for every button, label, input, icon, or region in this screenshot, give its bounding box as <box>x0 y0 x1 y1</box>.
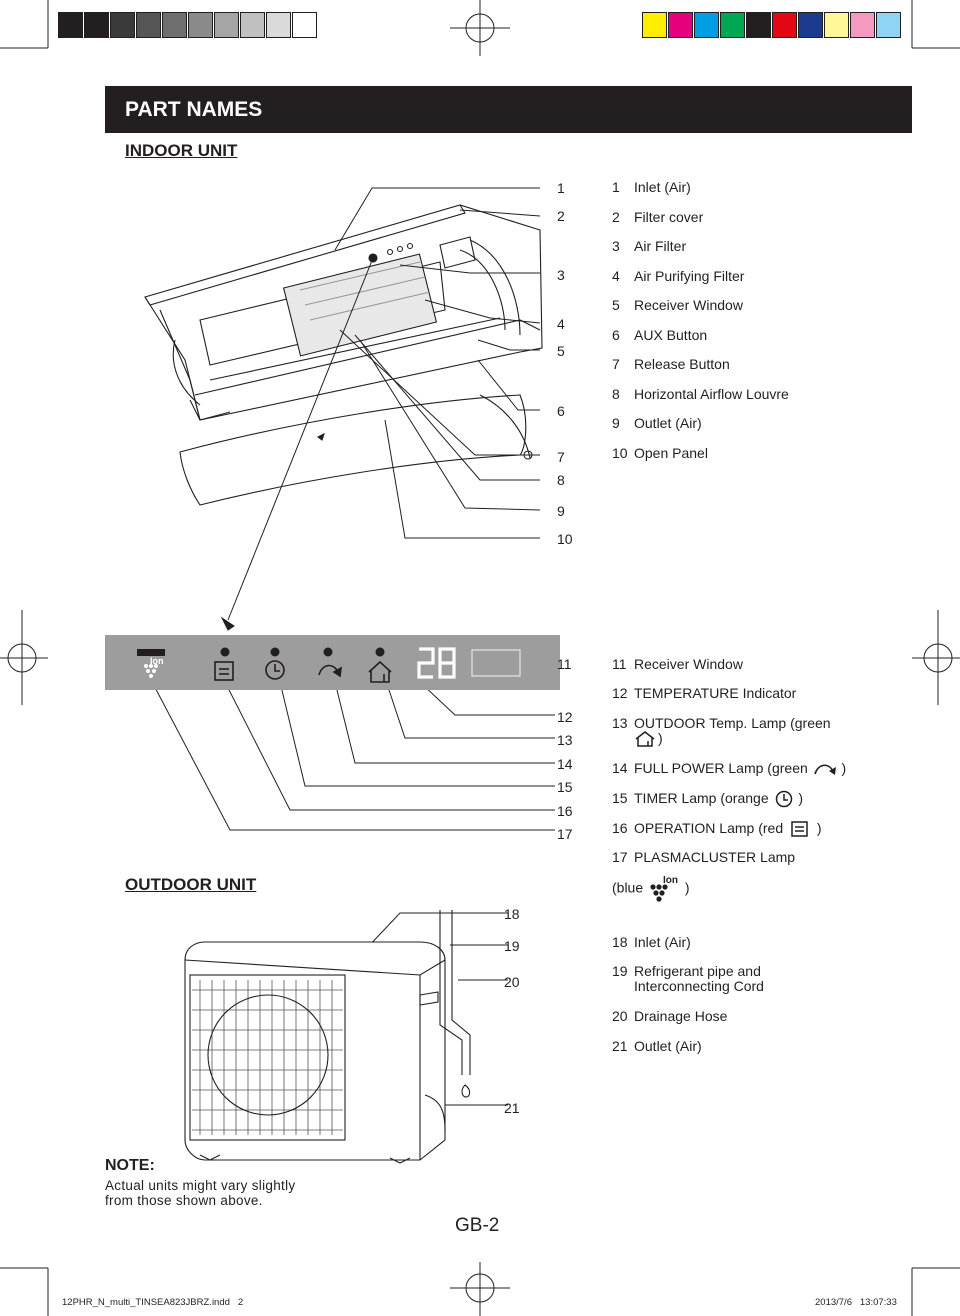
indoor-unit-drawing <box>145 205 542 505</box>
note-title: NOTE: <box>105 1157 155 1174</box>
outdoor-unit-drawing <box>185 910 470 1163</box>
list-item-continued: Interconnecting Cord <box>634 978 764 994</box>
list-item: 14 FULL POWER Lamp (green ) <box>612 760 847 776</box>
operation-lamp-icon <box>787 820 813 838</box>
list-item: 3 Air Filter <box>612 238 687 254</box>
list-item: 10 Open Panel <box>612 444 708 461</box>
callout-6: 6 <box>557 403 565 419</box>
callout-17: 17 <box>557 826 573 842</box>
callout-16: 16 <box>557 803 573 819</box>
outdoor-temp-house-icon <box>634 730 658 748</box>
list-item: 18 Inlet (Air) <box>612 934 691 950</box>
list-item: 6 AUX Button <box>612 326 708 343</box>
list-item: 4 Air Purifying Filter <box>612 267 745 284</box>
note-text: Actual units might vary slightly from those shown above. <box>105 1178 296 1208</box>
outdoor-unit-heading: OUTDOOR UNIT <box>125 875 257 894</box>
list-item: 7 Release Button <box>612 356 730 372</box>
callout-4: 4 <box>557 316 565 332</box>
callout-21: 21 <box>504 1100 520 1116</box>
callout-3: 3 <box>557 267 565 283</box>
timer-clock-icon <box>773 790 795 808</box>
callout-9: 9 <box>557 503 565 519</box>
list-item: 19 Refrigerant pipe and <box>612 963 761 979</box>
list-item: 11 Receiver Window <box>612 656 743 672</box>
callout-13: 13 <box>557 732 573 748</box>
list-item: 1 Inlet (Air) <box>612 179 691 195</box>
callout-2: 2 <box>557 208 565 224</box>
plasmacluster-ion-icon <box>647 874 681 904</box>
list-item: 2 Filter cover <box>612 208 704 225</box>
callout-7: 7 <box>557 449 565 465</box>
page-number: GB-2 <box>455 1215 500 1236</box>
list-item: 5 Receiver Window <box>612 297 743 313</box>
list-item-continued: (blue Ion ) <box>612 874 690 904</box>
ion-label: Ion <box>150 656 164 666</box>
callout-14: 14 <box>557 756 573 772</box>
list-item: 12 TEMPERATURE Indicator <box>612 685 797 701</box>
callout-8: 8 <box>557 472 565 488</box>
list-item: 21 Outlet (Air) <box>612 1038 702 1054</box>
page-title: PART NAMES <box>125 98 263 121</box>
list-item-continued: ) <box>634 730 663 748</box>
callout-10: 10 <box>557 531 573 547</box>
list-item: 20 Drainage Hose <box>612 1008 728 1024</box>
list-item: 15 TIMER Lamp (orange ) <box>612 790 803 808</box>
list-item: 13 OUTDOOR Temp. Lamp (green <box>612 715 831 731</box>
ion-icon-label: Ion <box>663 875 679 886</box>
callout-20: 20 <box>504 974 520 990</box>
list-item: 9 Outlet (Air) <box>612 415 702 431</box>
callout-12: 12 <box>557 709 573 725</box>
receiver-window <box>472 650 520 676</box>
callout-18: 18 <box>504 906 520 922</box>
footer-timestamp: 2013/7/6 13:07:33 <box>815 1297 897 1308</box>
list-item: 17 PLASMACLUSTER Lamp <box>612 849 796 865</box>
list-item: 8 Horizontal Airflow Louvre <box>612 385 789 402</box>
indoor-unit-heading: INDOOR UNIT <box>125 141 238 160</box>
callout-5: 5 <box>557 343 565 359</box>
callout-19: 19 <box>504 938 520 954</box>
callout-15: 15 <box>557 779 573 795</box>
callout-11: 11 <box>557 656 572 672</box>
callout-1: 1 <box>557 180 565 196</box>
footer-filename: 12PHR_N_multi_TINSEA823JBRZ.indd 2 <box>62 1297 244 1308</box>
page-header <box>105 86 912 133</box>
list-item: 16 OPERATION Lamp (red ) <box>612 820 822 838</box>
full-power-icon <box>812 761 838 777</box>
